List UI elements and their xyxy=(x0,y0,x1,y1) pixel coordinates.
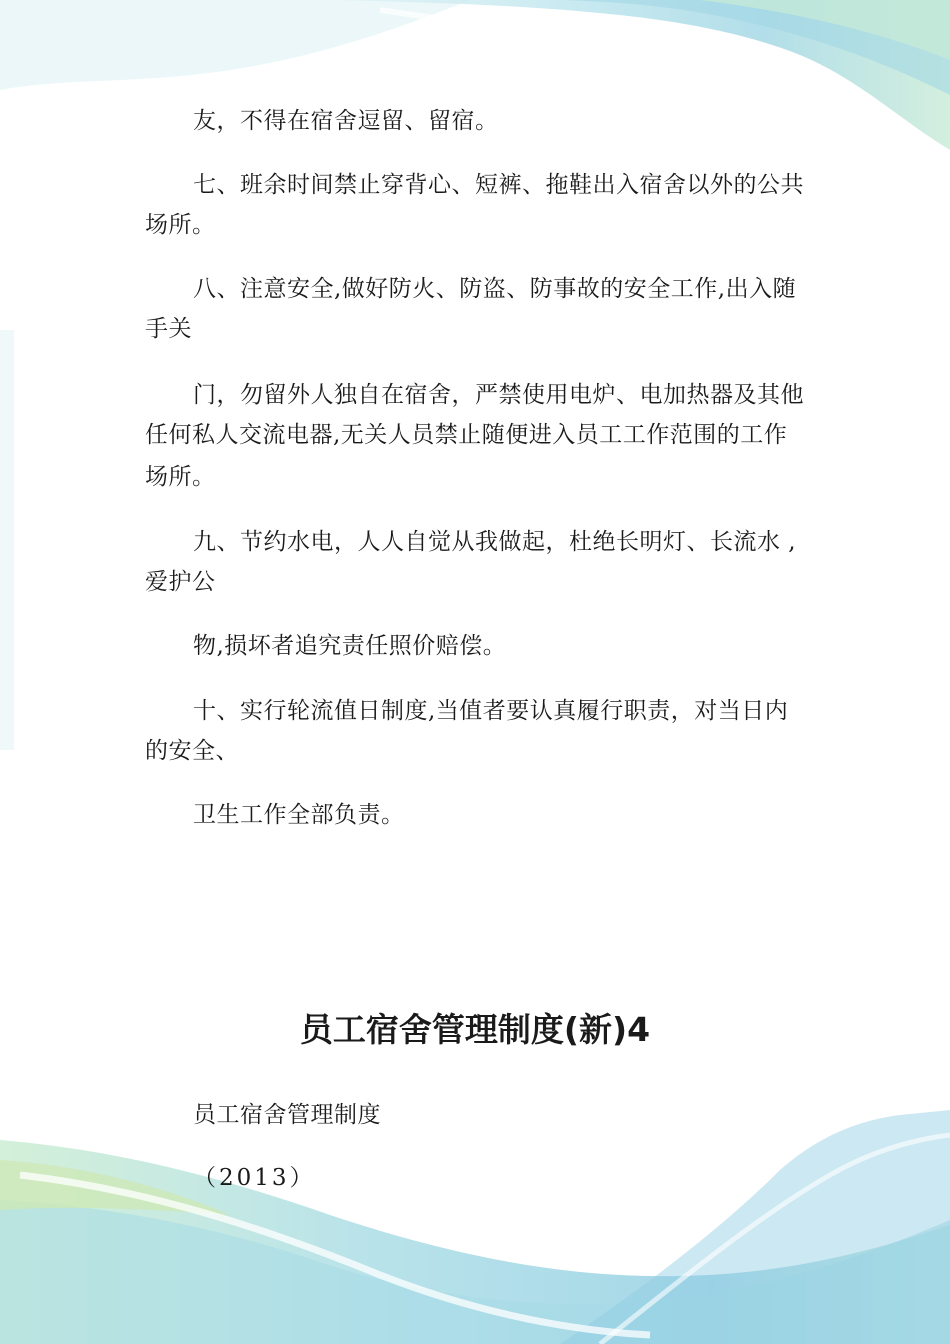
year-line: （2013） xyxy=(193,1165,316,1191)
paragraph-line: 友，不得在宿舍逗留、留宿。 xyxy=(193,108,499,134)
paragraph-line: 八、注意安全,做好防火、防盗、防事故的安全工作,出入随 xyxy=(193,276,797,302)
paragraph-line: 场所。 xyxy=(145,464,216,490)
subtitle-line: 员工宿舍管理制度 xyxy=(193,1102,381,1128)
paragraph-line: 的安全、 xyxy=(145,738,239,764)
paragraph-line: 十、实行轮流值日制度,当值者要认真履行职责，对当日内 xyxy=(193,698,789,724)
paragraph-line: 门，勿留外人独自在宿舍，严禁使用电炉、电加热器及其他 xyxy=(193,382,804,408)
paragraph-line: 卫生工作全部负责。 xyxy=(193,802,405,828)
paragraph-line: 场所。 xyxy=(145,212,216,238)
paragraph-line: 七、班余时间禁止穿背心、短裤、拖鞋出入宿舍以外的公共 xyxy=(193,172,804,198)
paragraph-line: 任何私人交流电器,无关人员禁止随便进入员工工作范围的工作 xyxy=(145,422,788,448)
paragraph-line: 物,损坏者追究责任照价赔偿。 xyxy=(193,633,507,659)
paragraph-line: 九、节约水电，人人自觉从我做起，杜绝长明灯、长流水 , xyxy=(193,529,797,555)
paragraph-line: 手关 xyxy=(145,316,192,342)
section-heading: 员工宿舍管理制度(新)4 xyxy=(299,1010,651,1049)
paragraph-line: 爱护公 xyxy=(145,569,216,595)
